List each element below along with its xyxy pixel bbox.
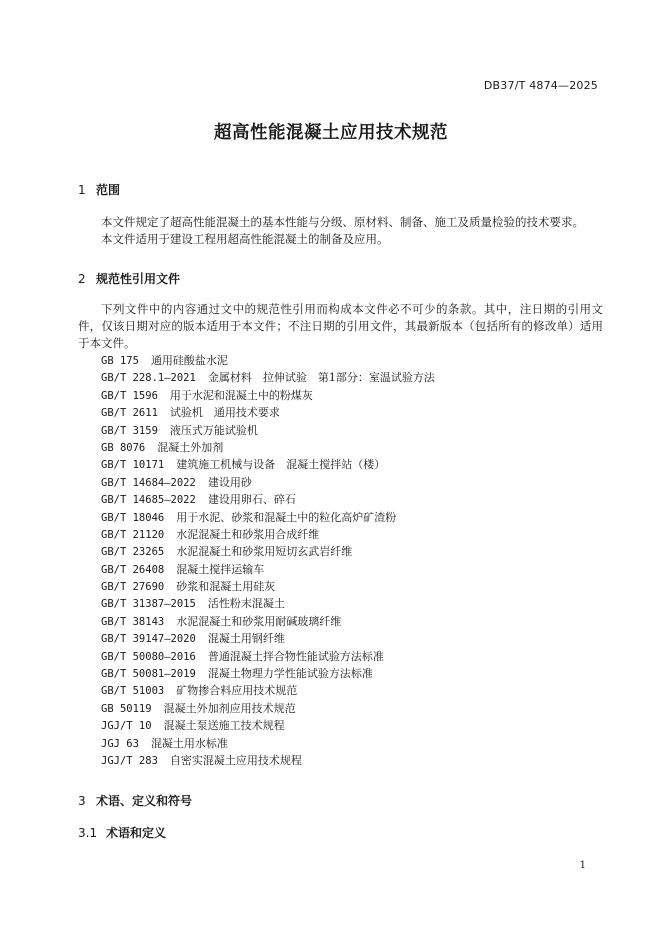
reference-item — [101, 509, 435, 526]
reference-title: 金属材料 拉伸试验 第1部分：室温试验方法 — [207, 371, 435, 385]
reference-item — [101, 700, 435, 717]
reference-code: GB/T 3159 — [101, 424, 158, 437]
subsection-heading-terms-definitions — [78, 824, 166, 841]
reference-title: 自密实混凝土应用技术规程 — [169, 753, 302, 767]
section-title: 规范性引用文件 — [96, 272, 181, 286]
reference-item — [101, 526, 435, 543]
section-heading-scope — [78, 181, 120, 198]
reference-code: GB/T 1596 — [101, 389, 158, 402]
section-number: 3 — [78, 794, 86, 808]
reference-code: GB/T 26408 — [101, 563, 165, 576]
reference-item — [101, 682, 435, 699]
section-body-normative-references — [78, 301, 603, 352]
reference-item — [101, 404, 435, 421]
reference-code: GB/T 14685—2022 — [101, 494, 196, 507]
section-number: 1 — [78, 183, 86, 197]
reference-title: 水泥混凝土和砂浆用短切玄武岩纤维 — [176, 545, 353, 559]
reference-code: GB/T 228.1—2021 — [101, 372, 196, 385]
reference-code: JGJ/T 10 — [101, 720, 152, 733]
reference-code: GB/T 21120 — [101, 528, 165, 541]
reference-title: 矿物掺合料应用技术规范 — [176, 684, 298, 698]
reference-title: 水泥混凝土和砂浆用耐碱玻璃纤维 — [176, 614, 342, 628]
reference-item — [101, 630, 435, 647]
reference-title: 建筑施工机械与设备 混凝土搅拌站（楼） — [176, 458, 386, 472]
reference-code: GB 175 — [101, 355, 139, 367]
reference-title: 混凝土泵送施工技术规程 — [163, 719, 285, 733]
reference-code: GB/T 50081—2019 — [101, 668, 196, 681]
reference-title: 试验机 通用技术要求 — [169, 406, 280, 420]
paragraph: 本文件规定了超高性能混凝土的基本性能与分级、原材料、制备、施工及质量检验的技术要求。 — [101, 215, 584, 229]
reference-item — [101, 456, 435, 473]
page-title: 超高性能混凝土应用技术规范 — [214, 123, 448, 143]
reference-title: 砂浆和混凝土用硅灰 — [176, 580, 276, 594]
section-body-scope — [78, 214, 603, 248]
reference-item — [101, 543, 435, 560]
reference-title: 活性粉末混凝土 — [207, 597, 285, 611]
reference-item — [101, 578, 435, 595]
reference-code: GB/T 38143 — [101, 615, 165, 628]
paragraph: 本文件适用于建设工程用超高性能混凝土的制备及应用。 — [101, 232, 389, 246]
reference-item — [101, 422, 435, 439]
reference-code: JGJ 63 — [101, 737, 139, 750]
reference-title: 混凝土物理力学性能试验方法标准 — [207, 667, 373, 681]
reference-title: 混凝土外加剂应用技术规范 — [163, 701, 296, 715]
reference-code: GB 8076 — [101, 441, 146, 454]
reference-item — [101, 439, 435, 456]
reference-item — [101, 474, 435, 491]
reference-item — [101, 735, 435, 752]
reference-item — [101, 561, 435, 578]
reference-item — [101, 352, 435, 369]
paragraph: 下列文件中的内容通过文中的规范性引用而构成本文件必不可少的条款。其中，注日期的引用文件，仅该日期对应的版本适用于本文件；不注日期的引用文件，其最新版本（包括所有的修改单）适用于本文件。 — [78, 302, 603, 350]
reference-code: GB/T 50080—2016 — [101, 650, 196, 663]
section-number: 2 — [78, 272, 86, 286]
reference-list — [101, 352, 435, 769]
reference-code: GB/T 18046 — [101, 511, 165, 524]
subsection-title: 术语和定义 — [106, 826, 167, 840]
reference-item — [101, 387, 435, 404]
section-heading-normative-references — [78, 270, 180, 287]
section-title: 术语、定义和符号 — [96, 794, 193, 808]
reference-item — [101, 648, 435, 665]
reference-code: GB/T 39147—2020 — [101, 633, 196, 646]
reference-title: 水泥混凝土和砂浆用合成纤维 — [176, 527, 320, 541]
reference-code: GB 50119 — [101, 702, 152, 715]
reference-item — [101, 595, 435, 612]
reference-title: 用于水泥和混凝土中的粉煤灰 — [169, 388, 313, 402]
reference-code: GB/T 14684—2022 — [101, 476, 196, 489]
reference-title: 通用硅酸盐水泥 — [150, 354, 228, 367]
reference-item — [101, 369, 435, 386]
reference-code: GB/T 10171 — [101, 459, 165, 472]
reference-code: JGJ/T 283 — [101, 754, 158, 767]
reference-item — [101, 613, 435, 630]
reference-item — [101, 491, 435, 508]
document-code: DB37/T 4874—2025 — [483, 79, 598, 92]
reference-item — [101, 752, 435, 769]
reference-title: 混凝土用钢纤维 — [207, 632, 285, 646]
reference-code: GB/T 2611 — [101, 407, 158, 420]
reference-code: GB/T 51003 — [101, 685, 165, 698]
reference-title: 混凝土搅拌运输车 — [176, 562, 265, 576]
reference-code: GB/T 31387—2015 — [101, 598, 196, 611]
reference-item — [101, 717, 435, 734]
reference-title: 普通混凝土拌合物性能试验方法标准 — [207, 649, 384, 663]
reference-item — [101, 665, 435, 682]
page-number: 1 — [579, 860, 586, 871]
section-title: 范围 — [96, 183, 121, 197]
reference-title: 用于水泥、砂浆和混凝土中的粒化高炉矿渣粉 — [176, 510, 397, 524]
reference-code: GB/T 27690 — [101, 581, 165, 594]
subsection-number: 3.1 — [78, 826, 98, 840]
reference-title: 混凝土用水标准 — [150, 736, 228, 750]
reference-title: 液压式万能试验机 — [169, 423, 258, 437]
reference-code: GB/T 23265 — [101, 546, 165, 559]
reference-title: 混凝土外加剂 — [157, 440, 224, 454]
section-heading-terms — [78, 792, 192, 809]
reference-title: 建设用卵石、碎石 — [207, 493, 296, 507]
reference-title: 建设用砂 — [207, 475, 252, 489]
